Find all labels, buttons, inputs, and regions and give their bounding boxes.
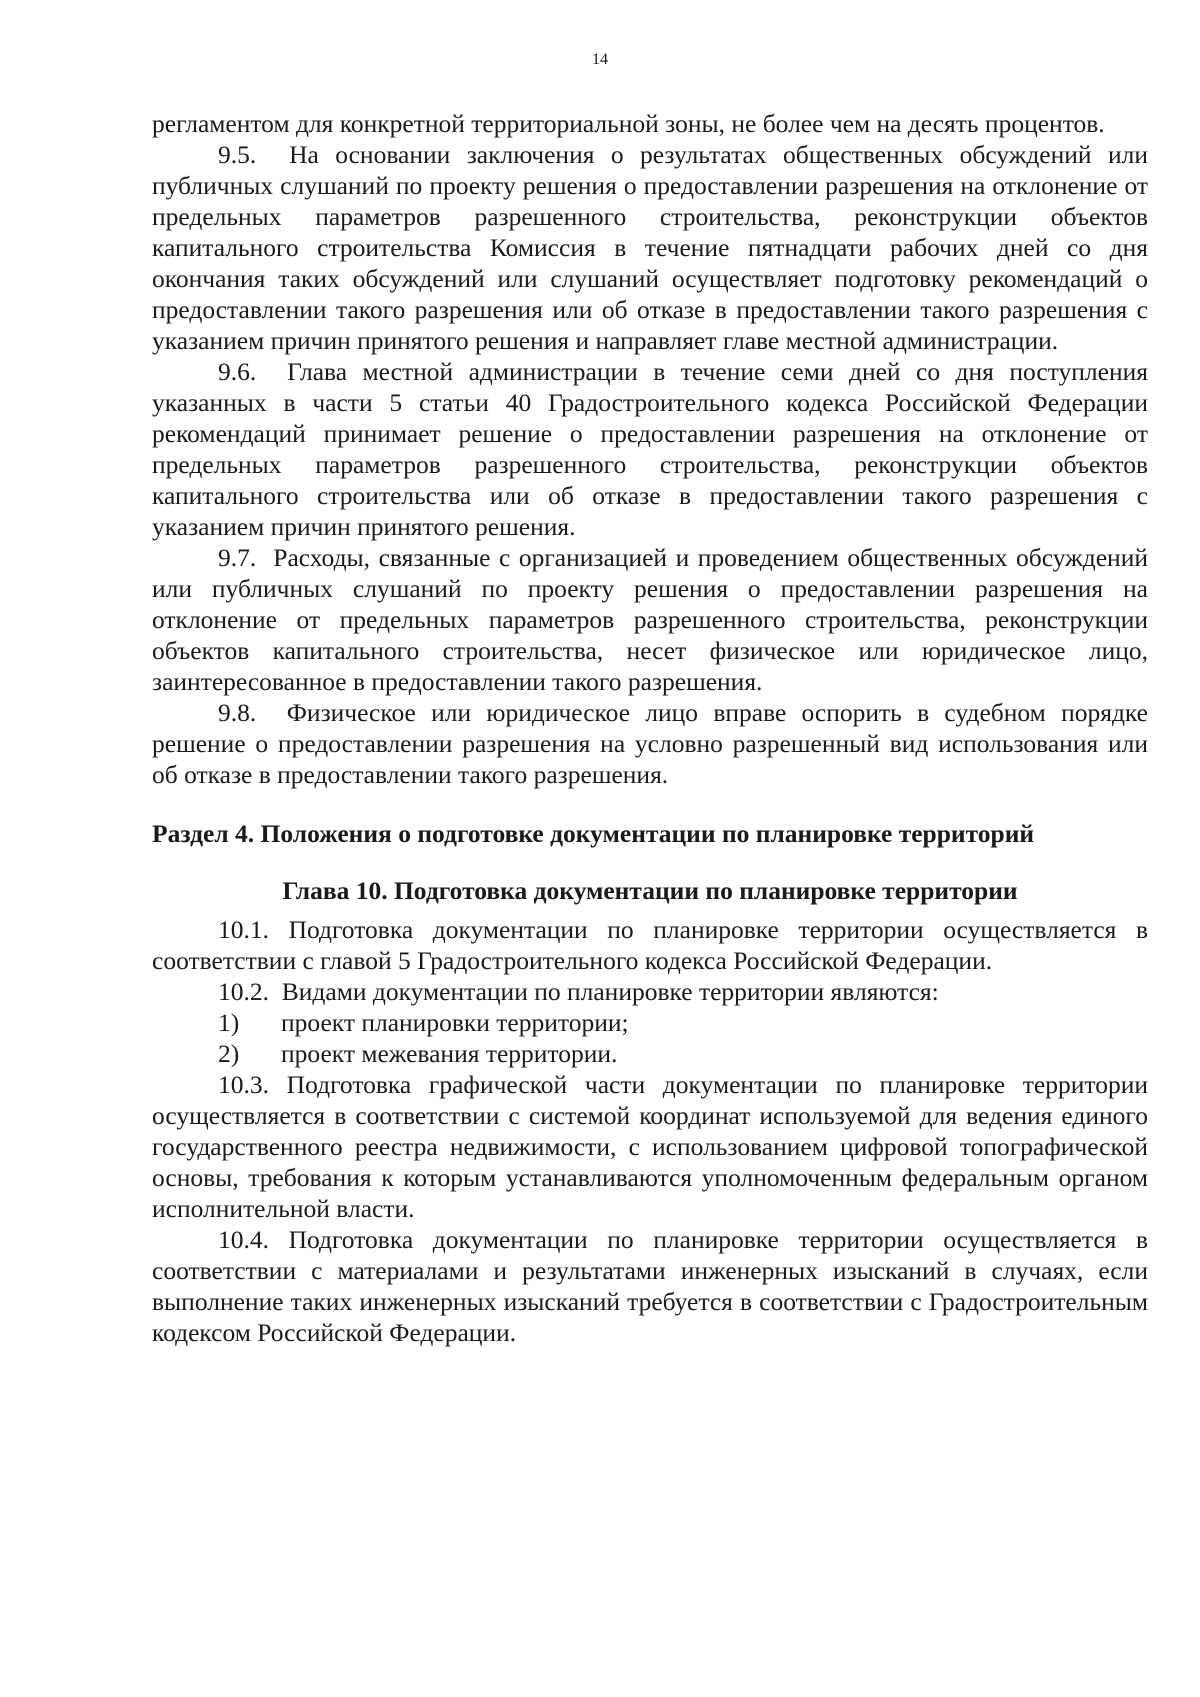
paragraph-10-3: 10.3. Подготовка графической части документации по планировке территории осуществляется в соответствии с системой координат используемой для ведения единого государственного реестра недвижимости, с использованием цифровой топографической основы, требования к которым устанавливаются уполномоченным федеральным органом исполнительной власти. xyxy=(152,1070,1148,1223)
paragraph-10-2: 10.2. Видами документации по планировке территории являются: xyxy=(218,977,939,1006)
paragraph-9-8: 9.8. Физическое или юридическое лицо вправе оспорить в судебном порядке решение о предоставлении разрешения на условно разрешенный вид использования или об отказе в предоставлении такого разрешения. xyxy=(152,698,1148,789)
paragraph-10-4: 10.4. Подготовка документации по планировке территории осуществляется в соответствии с материалами и результатами инженерных изысканий в случаях, если выполнение таких инженерных изысканий требуется в соответствии с Градостроительным кодексом Российской Федерации. xyxy=(152,1225,1148,1347)
list-item-text: проект межевания территории. xyxy=(281,1039,618,1068)
list-marker: 1) xyxy=(218,1008,240,1037)
page-number: 14 xyxy=(592,51,608,68)
chapter-heading: Глава 10. Подготовка документации по планировке территории xyxy=(282,876,1018,905)
list-item xyxy=(152,1007,1148,1038)
paragraph-continuation: регламентом для конкретной территориальной зоны, не более чем на десять процентов. xyxy=(152,109,1105,138)
list-item xyxy=(152,1038,1148,1069)
document-body xyxy=(152,108,1148,1348)
list-item-text: проект планировки территории; xyxy=(281,1008,629,1037)
paragraph-9-6: 9.6. Глава местной администрации в течение семи дней со дня поступления указанных в части 5 статьи 40 Градостроительного кодекса Российской Федерации рекомендаций принимает решение о предоставлении разрешения на отклонение от предельных параметров разрешенного строительства, реконструкции объектов капитального строительства или об отказе в предоставлении такого разрешения с указанием причин принятого решения. xyxy=(152,357,1148,541)
section-heading: Раздел 4. Положения о подготовке документации по планировке территорий xyxy=(152,819,1035,848)
paragraph-10-1: 10.1. Подготовка документации по планировке территории осуществляется в соответствии с главой 5 Градостроительного кодекса Российской Федерации. xyxy=(152,915,1148,975)
paragraph-9-5: 9.5. На основании заключения о результатах общественных обсуждений или публичных слушаний по проекту решения о предоставлении разрешения на отклонение от предельных параметров разрешенного строительства, реконструкции объектов капитального строительства Комиссия в течение пятнадцати рабочих дней со дня окончания таких обсуждений или слушаний осуществляет подготовку рекомендаций о предоставлении такого разрешения или об отказе в предоставлении такого разрешения с указанием причин принятого решения и направляет главе местной администрации. xyxy=(152,140,1148,355)
paragraph-9-7: 9.7. Расходы, связанные с организацией и проведением общественных обсуждений или публичных слушаний по проекту решения о предоставлении разрешения на отклонение от предельных параметров разрешенного строительства, реконструкции объектов капитального строительства, несет физическое или юридическое лицо, заинтересованное в предоставлении такого разрешения. xyxy=(152,543,1148,696)
list-marker: 2) xyxy=(218,1039,240,1068)
